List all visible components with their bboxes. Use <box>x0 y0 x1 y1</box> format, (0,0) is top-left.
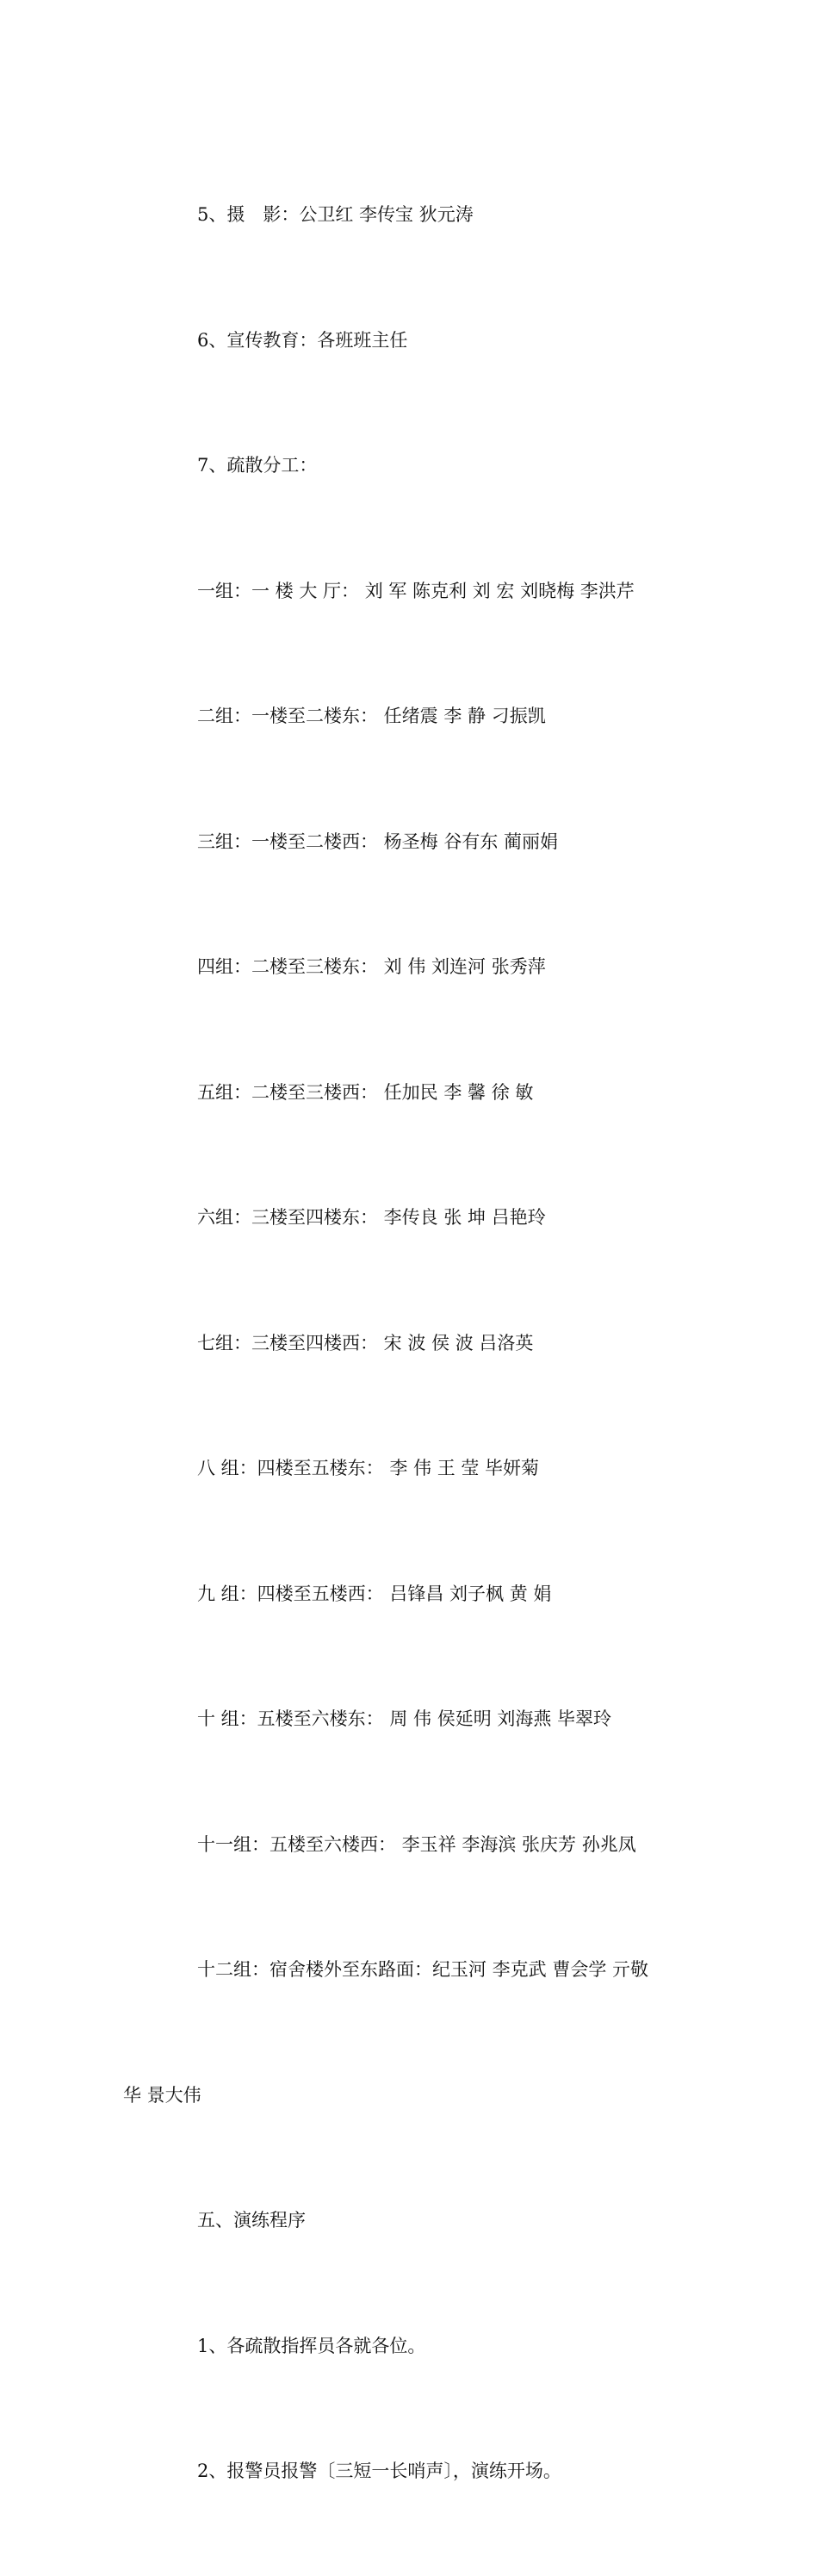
document-body <box>123 110 691 2576</box>
text-line-group-9: 九 组：四楼至五楼西： 吕锋昌 刘子枫 黄 娟 <box>197 1583 552 1604</box>
text-line-group-8: 八 组：四楼至五楼东： 李 伟 王 莹 毕妍菊 <box>197 1458 540 1478</box>
text-line-group-3: 三组：一楼至二楼西： 杨圣梅 谷有东 蔺丽娟 <box>197 831 559 852</box>
text-line-procedure-2: 2、报警员报警〔三短一长哨声〕，演练开场。 <box>197 2461 561 2481</box>
text-line-group-4: 四组：二楼至三楼东： 刘 伟 刘连河 张秀萍 <box>197 956 546 977</box>
text-line-group-6: 六组：三楼至四楼东： 李传良 张 坤 吕艳玲 <box>197 1207 546 1228</box>
text-line-procedure-1: 1、各疏散指挥员各就各位。 <box>197 2335 426 2356</box>
text-line-evacuation-heading: 7、疏散分工： <box>197 455 318 476</box>
text-line-group-5: 五组：二楼至三楼西： 任加民 李 馨 徐 敏 <box>197 1081 534 1103</box>
text-line-photography: 5、摄 影：公卫红 李传宝 狄元涛 <box>197 204 474 225</box>
text-line-group-12-continued: 华 景大伟 <box>123 2084 201 2106</box>
text-line-group-2: 二组：一楼至二楼东： 任绪震 李 静 刁振凯 <box>197 706 546 726</box>
text-line-group-7: 七组：三楼至四楼西： 宋 波 侯 波 吕洛英 <box>197 1332 534 1353</box>
section-heading-drill-procedure: 五、演练程序 <box>197 2210 306 2231</box>
text-line-group-1: 一组：一 楼 大 厅： 刘 军 陈克利 刘 宏 刘晓梅 李洪芹 <box>197 580 635 601</box>
text-line-group-12: 十二组：宿舍楼外至东路面：纪玉河 李克武 曹会学 亓敬 <box>197 1959 649 1980</box>
text-line-group-10: 十 组：五楼至六楼东： 周 伟 侯延明 刘海燕 毕翠玲 <box>197 1708 612 1729</box>
text-line-publicity: 6、宣传教育：各班班主任 <box>197 329 408 351</box>
text-line-group-11: 十一组：五楼至六楼西： 李玉祥 李海滨 张庆芳 孙兆凤 <box>197 1833 636 1855</box>
